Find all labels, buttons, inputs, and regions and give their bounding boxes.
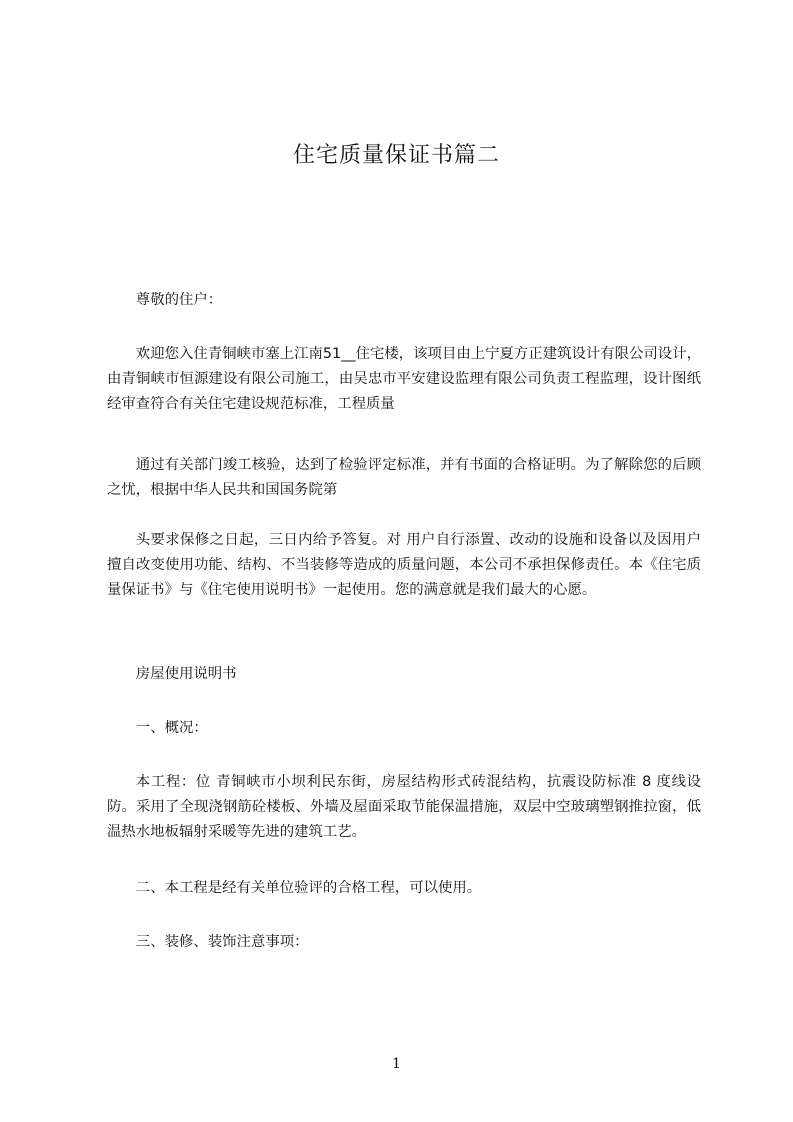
paragraph-acceptance: 通过有关部门竣工核验，达到了检验评定标准，并有书面的合格证明。为了解除您的后顾之忧，根据中华人民共和国国务院第 [107, 457, 701, 498]
document-title: 住宅质量保证书篇二 [292, 143, 500, 168]
page-number: 1 [392, 1056, 401, 1072]
greeting: 尊敬的住户： [135, 292, 223, 308]
paragraph-qualified-project: 二、本工程是经有关单位验评的合格工程，可以使用。 [135, 880, 482, 896]
section-heading-overview: 一、概况： [135, 720, 208, 736]
paragraph-welcome: 欢迎您入住青铜峡市塞上江南51__住宅楼，该项目由上宁夏方正建筑设计有限公司设计，由青铜峡市恒源建设有限公司施工，由吴忠市平安建设监理有限公司负责工程监理，设计图纸经审查符合有关住宅建设规范标准，工程质量 [107, 346, 701, 412]
section-heading-manual: 房屋使用说明书 [135, 666, 237, 682]
paragraph-project-overview: 本工程：位 青铜峡市小坝利民东街，房屋结构形式砖混结构，抗震设防标准 8 度线设防。采用了全现浇钢筋砼楼板、外墙及屋面采取节能保温措施，双层中空玻璃塑钢推拉窗，低温热水地板辐射采暖等先进的建筑工艺。 [107, 774, 701, 840]
paragraph-warranty-terms: 头要求保修之日起，三日内给予答复。对 用户自行添置、改动的设施和设备以及因用户擅自改变使用功能、结构、不当装修等造成的质量问题，本公司不承担保修责任。本《住宅质量保证书》与《住宅使用说明书》一起使用。您的满意就是我们最大的心愿。 [107, 532, 701, 598]
section-heading-decoration-notes: 三、装修、装饰注意事项： [135, 934, 309, 950]
